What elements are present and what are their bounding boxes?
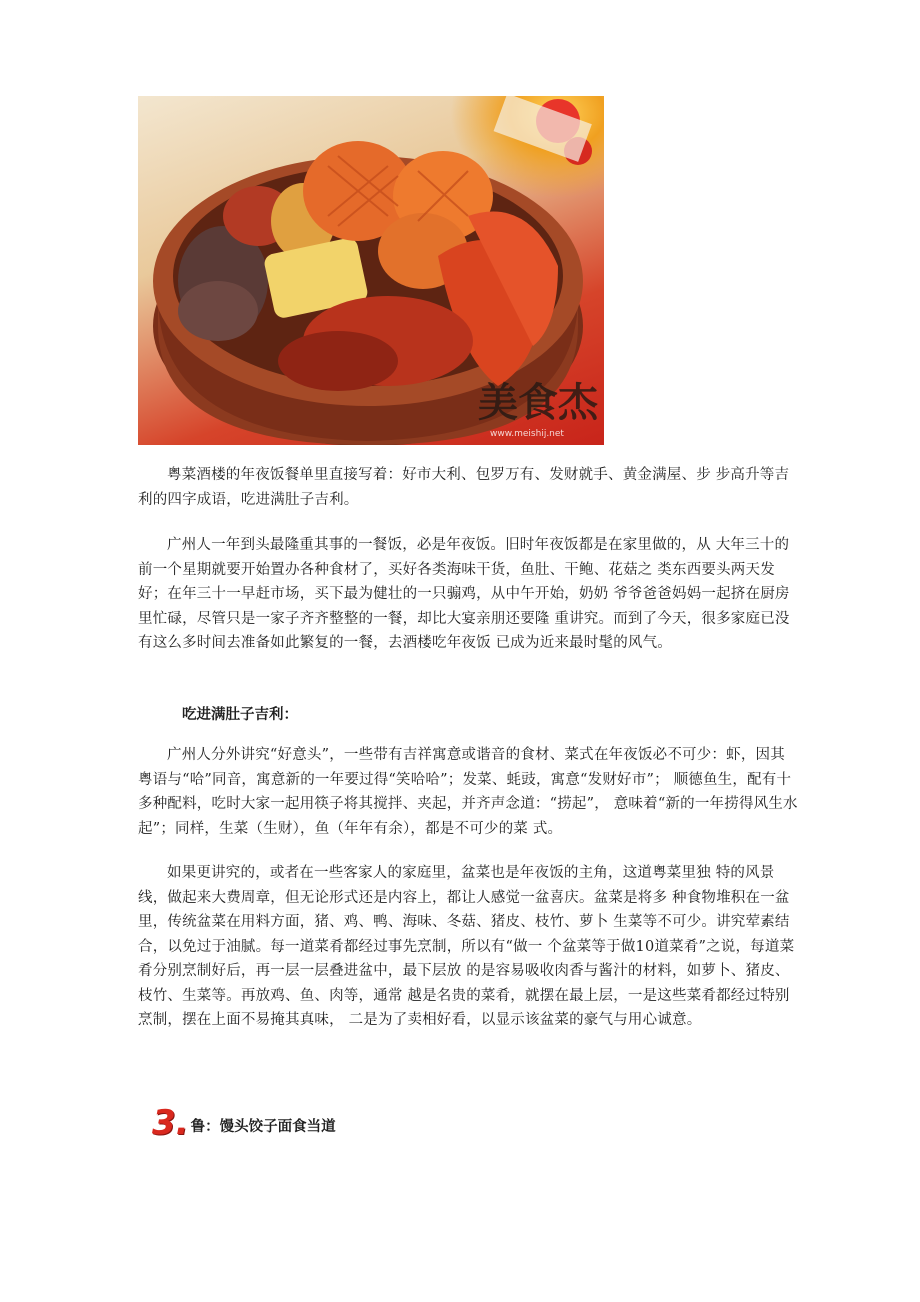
paragraph-2: 广州人一年到头最隆重其事的一餐饭，必是年夜饭。旧时年夜饭都是在家里做的，从 大年三十的前一个星期就要开始置办各种食材了，买好各类海味干货，鱼肚、干鲍、花菇之 类东西要头两天发好；在年三十一早赶市场，买下最为健壮的一只骟鸡，从中午开始，奶奶 爷爷爸爸妈妈一起挤在厨房里忙碌，尽管只是一家子齐齐整整的一餐，却比大宴亲朋还要隆 重讲究。而到了今天，很多家庭已没有这么多时间去准备如此繁复的一餐，去酒楼吃年夜饭 已成为近来最时髦的风气。 [138,537,790,651]
paragraph-4: 如果更讲究的，或者在一些客家人的家庭里，盆菜也是年夜饭的主角，这道粤菜里独 特的风景线，做起来大费周章，但无论形式还是内容上，都让人感觉一盆喜庆。盆菜是将多 种食物堆积在一盆里，传统盆菜在用料方面，猪、鸡、鸭、海味、冬菇、猪皮、枝竹、萝卜 生菜等不可少。讲究荤素结合，以免过于油腻。每一道菜肴都经过事先烹制，所以有“做一 个盆菜等于做10道菜肴”之说，每道菜肴分别烹制好后，再一层一层叠进盆中，最下层放 的是容易吸收肉香与酱汁的材料，如萝卜、猪皮、枝竹、生菜等。再放鸡、鱼、肉等，通常 越是名贵的菜肴，就摆在最上层，一是这些菜肴都经过特别烹制，摆在上面不易掩其真味， 二是为了卖相好看，以显示该盆菜的豪气与用心诚意。 [138,865,795,1028]
paragraph-1: 粤菜酒楼的年夜饭餐单里直接写着：好市大利、包罗万有、发财就手、黄金满屋、步 步高升等吉利的四字成语，吃进满肚子吉利。 [138,467,790,508]
section-number: 3. [152,1103,189,1143]
section-heading: 吃进满肚子吉利： [182,707,298,723]
paragraph-3: 广州人分外讲究“好意头”，一些带有吉祥寓意或谐音的食材、菜式在年夜饭必不可少：虾，因其粤语与“哈”同音，寓意新的一年要过得“笑哈哈”；发菜、蚝豉，寓意“发财好市”； 顺德鱼生，配有十多种配料，吃时大家一起用筷子将其搅拌、夹起，并齐声念道：“捞起”， 意味着“新的一年捞得风生水起”；同样，生菜（生财），鱼（年年有余），都是不可少的菜 式。 [138,747,798,837]
section-3-heading [152,1100,336,1143]
svg-text:www.meishij.net: www.meishij.net [490,429,564,439]
poon-choi-photo [138,96,604,445]
watermark-logo: 美食杰 [478,379,598,426]
dish-illustration [138,96,604,445]
section-title: 鲁：馒头饺子面食当道 [190,1119,336,1135]
